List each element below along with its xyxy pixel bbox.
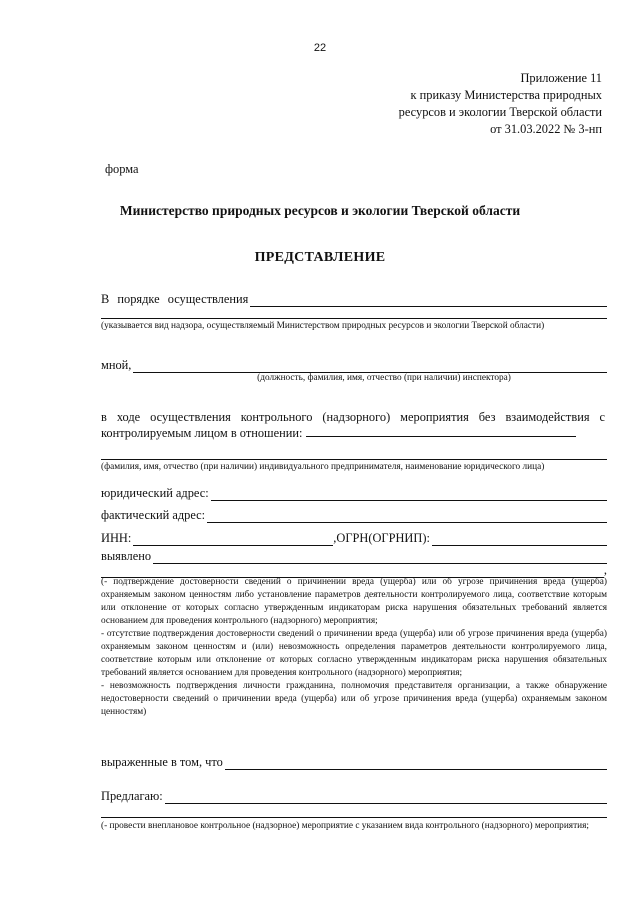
order-field-line-2[interactable]	[101, 318, 607, 319]
inspector-note: (должность, фамилия, имя, отчество (при наличии) инспектора)	[257, 373, 511, 383]
control-paragraph	[101, 409, 607, 441]
legal-address-row	[101, 486, 607, 501]
form-label: форма	[105, 162, 139, 176]
person-field-line[interactable]	[101, 459, 607, 460]
document-title: ПРЕДСТАВЛЕНИЕ	[254, 250, 386, 265]
found-note-3: - невозможность подтверждения личности гражданина, полномочия представителя организации, а также обнаружение недостоверности сведений о причинении вреда (ущерба) или об угрозе причинения вреда (ущерба) охраняемым законом ценностям)	[101, 681, 607, 717]
by-me-row	[101, 358, 607, 373]
actual-address-field[interactable]	[207, 521, 607, 523]
appendix-block	[399, 70, 602, 138]
actual-address-label: фактический адрес:	[101, 508, 206, 522]
order-field[interactable]	[250, 305, 607, 307]
found-note	[101, 576, 607, 719]
legal-address-field[interactable]	[211, 499, 607, 501]
control-field[interactable]	[306, 426, 576, 437]
appendix-line-2: к приказу Министерства природных	[410, 88, 602, 102]
propose-field[interactable]	[165, 802, 607, 804]
inn-label: ИНН:	[101, 531, 132, 545]
ogrn-label: ,ОГРН(ОГРНИП):	[333, 531, 430, 545]
found-note-2: - отсутствие подтверждения достоверности сведений о причинении вреда (ущерба) или об угрозе причинения вреда (ущерба) охраняемым законом ценностям и (или) невозможность определения параметров деятельности контролируемого лица, соответствие которым или отклонение от которых согласно утвержденным индикаторам риска нарушения обязательных требований является основанием для проведения контрольного (надзорного) мероприятия;	[101, 629, 607, 678]
propose-field-line-2[interactable]	[101, 817, 607, 818]
order-note: (указывается вид надзора, осуществляемый Министерством природных ресурсов и экологии Тверской области)	[101, 321, 545, 331]
by-me-label: мной,	[101, 358, 132, 372]
legal-address-label: юридический адрес:	[101, 486, 209, 500]
ministry-name: Министерство природных ресурсов и экологии Тверской области	[119, 203, 521, 218]
control-text: в ходе осуществления контрольного (надзорного) мероприятия без взаимодействия с контролируемым лицом в отношении:	[101, 410, 605, 440]
propose-label: Предлагаю:	[101, 789, 163, 803]
found-row	[101, 549, 607, 564]
ogrn-field[interactable]	[432, 544, 607, 546]
expressed-row	[101, 755, 607, 770]
inn-field[interactable]	[133, 544, 333, 546]
appendix-line-3: ресурсов и экологии Тверской области	[398, 105, 602, 119]
order-row	[101, 292, 607, 307]
expressed-field[interactable]	[225, 768, 607, 770]
inn-ogrn-row	[101, 531, 607, 546]
found-note-1: (- подтверждение достоверности сведений о причинении вреда (ущерба) или об угрозе причинения вреда (ущерба) охраняемым законом ценностям либо установление параметров деятельности контролируемого лица, соответствие которым или отклонение от которых согласно утвержденным индикаторам риска нарушения обязательных требований является основанием для проведения контрольного (надзорного) мероприятия;	[101, 577, 607, 626]
propose-note: (- провести внеплановое контрольное (надзорное) мероприятие с указанием вида контрольного (надзорного) мероприятия;	[101, 821, 589, 831]
actual-address-row	[101, 508, 607, 523]
found-label: выявлено	[101, 549, 152, 563]
appendix-line-4: от 31.03.2022 № 3-нп	[490, 122, 602, 136]
expressed-label: выраженные в том, что	[101, 755, 223, 769]
page-number: 22	[313, 42, 327, 54]
found-end: ,	[603, 563, 607, 577]
order-label: В порядке осуществления	[101, 292, 249, 306]
propose-row	[101, 789, 607, 804]
person-note: (фамилия, имя, отчество (при наличии) индивидуального предпринимателя, наименование юридического лица)	[101, 462, 545, 472]
appendix-line-1: Приложение 11	[520, 71, 602, 85]
